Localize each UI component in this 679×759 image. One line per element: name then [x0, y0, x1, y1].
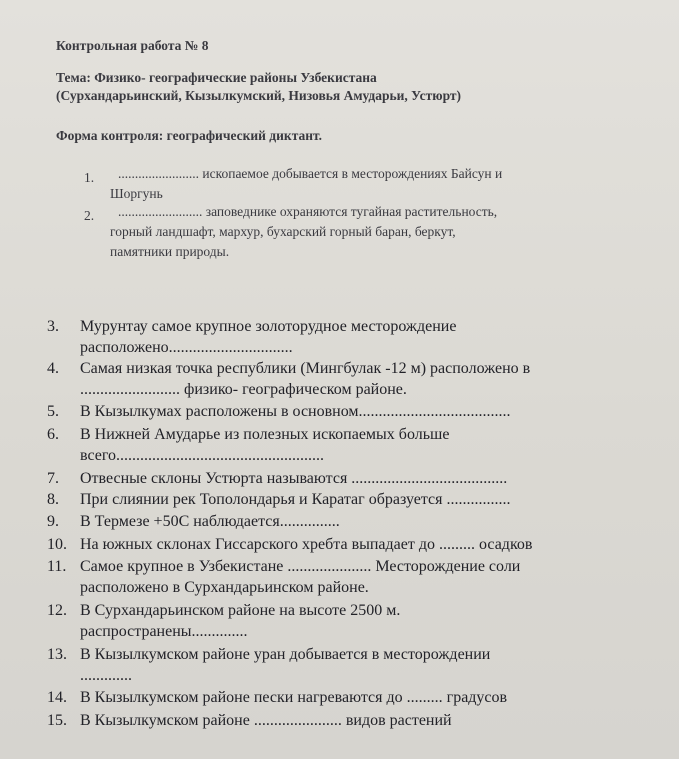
question-text-line: горный ландшафт, мархур, бухарский горный баран, беркут, [110, 224, 456, 239]
topic-line-2: (Сурхандарьинский, Кызылкумский, Низовья Амударьи, Устюрт) [56, 88, 462, 103]
question-text-line: В Кызылкумах расположены в основном...................................... [80, 403, 511, 420]
question-text-line: расположено............................... [80, 339, 293, 356]
question-number: 11. [47, 558, 67, 575]
question-text-line: ......................... физико- географическом районе. [80, 381, 407, 398]
question-text-line: Самое крупное в Узбекистане ..................... Месторождение соли [80, 558, 521, 575]
question-text-line: В Кызылкумском районе уран добывается в месторождении [80, 646, 491, 663]
question-text-line: На южных склонах Гиссарского хребта выпадает до ......... осадков [80, 536, 533, 553]
question-number: 13. [47, 646, 67, 663]
question-number: 9. [47, 513, 59, 530]
question-text-line: расположено в Сурхандарьинском районе. [80, 579, 369, 596]
question-text-line: Мурунтау самое крупное золоторудное месторождение [80, 318, 457, 335]
question-number: 1. [84, 170, 95, 185]
question-number: 6. [47, 426, 59, 443]
question-text-line: Самая низкая точка республики (Мингбулак -12 м) расположено в [80, 360, 531, 377]
question-text-line: ......................... заповеднике охраняются тугайная растительность, [118, 204, 498, 219]
question-text-line: В Нижней Амударье из полезных ископаемых больше [80, 426, 450, 443]
control-form: Форма контроля: географический диктант. [56, 128, 323, 143]
question-text-line: ............. [80, 667, 132, 684]
question-number: 3. [47, 318, 59, 335]
topic-line-1: Тема: Физико- географические районы Узбекистана [56, 70, 377, 85]
question-text-line: Отвесные склоны Устюрта называются ....................................... [80, 470, 508, 487]
question-text-line: В Кызылкумском районе ...................... видов растений [80, 712, 452, 729]
question-number: 5. [47, 403, 59, 420]
question-text-line: всего.................................................... [80, 447, 325, 464]
question-text-line: памятники природы. [110, 244, 230, 259]
question-text-line: распространены.............. [80, 623, 248, 640]
question-text-line: Шоргунь [110, 186, 163, 201]
question-text-line: При слиянии рек Тополондарья и Каратаг образуется ................ [80, 491, 511, 508]
question-number: 10. [47, 536, 67, 553]
question-text-line: В Кызылкумском районе пески нагреваются до ......... градусов [80, 689, 508, 706]
question-number: 4. [47, 360, 59, 377]
question-number: 12. [47, 602, 67, 619]
question-text-line: В Сурхандарьинском районе на высоте 2500 м. [80, 602, 401, 619]
question-number: 15. [47, 712, 67, 729]
question-number: 2. [84, 208, 95, 223]
question-text-line: ........................ ископаемое добывается в месторождениях Байсун и [118, 166, 503, 181]
question-number: 8. [47, 491, 59, 508]
question-number: 7. [47, 470, 59, 487]
question-text-line: В Термезе +50С наблюдается............... [80, 513, 340, 530]
page-title: Контрольная работа № 8 [56, 38, 209, 53]
question-number: 14. [47, 689, 67, 706]
